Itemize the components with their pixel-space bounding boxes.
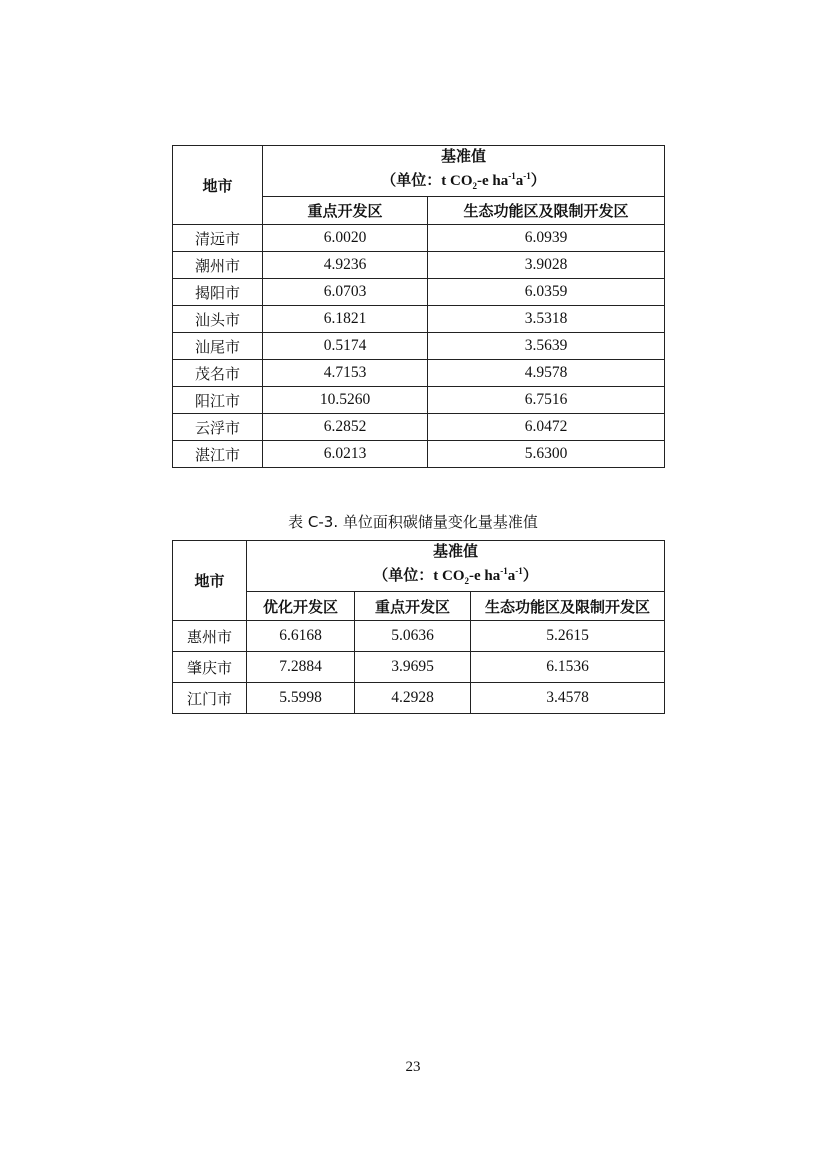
value-cell: 6.0472 [428,414,665,441]
baseline-table-2 [172,540,665,714]
table-row [173,360,665,387]
table-row [173,621,665,652]
table-row [173,333,665,360]
column-header: 重点开发区 [355,592,471,621]
value-cell: 3.5639 [428,333,665,360]
value-cell: 6.0939 [428,225,665,252]
value-cell: 5.0636 [355,621,471,652]
table-row [173,225,665,252]
table-row [173,306,665,333]
table-row [173,279,665,306]
value-cell: 5.6300 [428,441,665,468]
table-row [173,387,665,414]
value-cell: 6.1821 [263,306,428,333]
city-cell: 云浮市 [173,414,263,441]
value-cell: 6.1536 [471,652,665,683]
baseline-group-header [263,146,665,197]
city-cell: 清远市 [173,225,263,252]
unit-label: （单位：t $CO_2-e$ $ha^{-1}a^{-1}$） [373,566,538,586]
column-header: 优化开发区 [247,592,355,621]
value-cell: 6.0703 [263,279,428,306]
page-number: 23 [405,1059,421,1075]
column-header: 生态功能区及限制开发区 [471,592,665,621]
city-cell: 揭阳市 [173,279,263,306]
table-row [173,414,665,441]
value-cell: 6.0213 [263,441,428,468]
value-cell: 5.5998 [247,683,355,714]
value-cell: 6.0020 [263,225,428,252]
baseline-group-header [247,541,665,592]
value-cell: 0.5174 [263,333,428,360]
value-cell: 4.7153 [263,360,428,387]
group-title: 基准值 [433,542,479,560]
value-cell: 7.2884 [247,652,355,683]
city-cell: 惠州市 [173,621,247,652]
city-cell: 汕头市 [173,306,263,333]
table-caption: 表 C-3. 单位面积碳储量变化量基准值 [288,513,538,531]
table-row [173,252,665,279]
city-header: 地市 [173,146,263,225]
city-cell: 湛江市 [173,441,263,468]
value-cell: 6.2852 [263,414,428,441]
value-cell: 6.6168 [247,621,355,652]
city-cell: 肇庆市 [173,652,247,683]
table-row [173,652,665,683]
value-cell: 4.2928 [355,683,471,714]
city-cell: 汕尾市 [173,333,263,360]
value-cell: 4.9236 [263,252,428,279]
group-title: 基准值 [440,147,486,165]
city-cell: 江门市 [173,683,247,714]
column-header: 生态功能区及限制开发区 [428,197,665,225]
value-cell: 6.7516 [428,387,665,414]
value-cell: 3.5318 [428,306,665,333]
city-cell: 阳江市 [173,387,263,414]
value-cell: 4.9578 [428,360,665,387]
city-header: 地市 [173,541,247,621]
value-cell: 3.4578 [471,683,665,714]
value-cell: 3.9695 [355,652,471,683]
value-cell: 3.9028 [428,252,665,279]
value-cell: 6.0359 [428,279,665,306]
unit-label: （单位：t $CO_2-e$ $ha^{-1}a^{-1}$） [381,171,546,191]
city-cell: 潮州市 [173,252,263,279]
city-cell: 茂名市 [173,360,263,387]
column-header: 重点开发区 [263,197,428,225]
value-cell: 5.2615 [471,621,665,652]
table-row [173,441,665,468]
baseline-table-1 [172,145,665,468]
value-cell: 10.5260 [263,387,428,414]
table-row [173,683,665,714]
